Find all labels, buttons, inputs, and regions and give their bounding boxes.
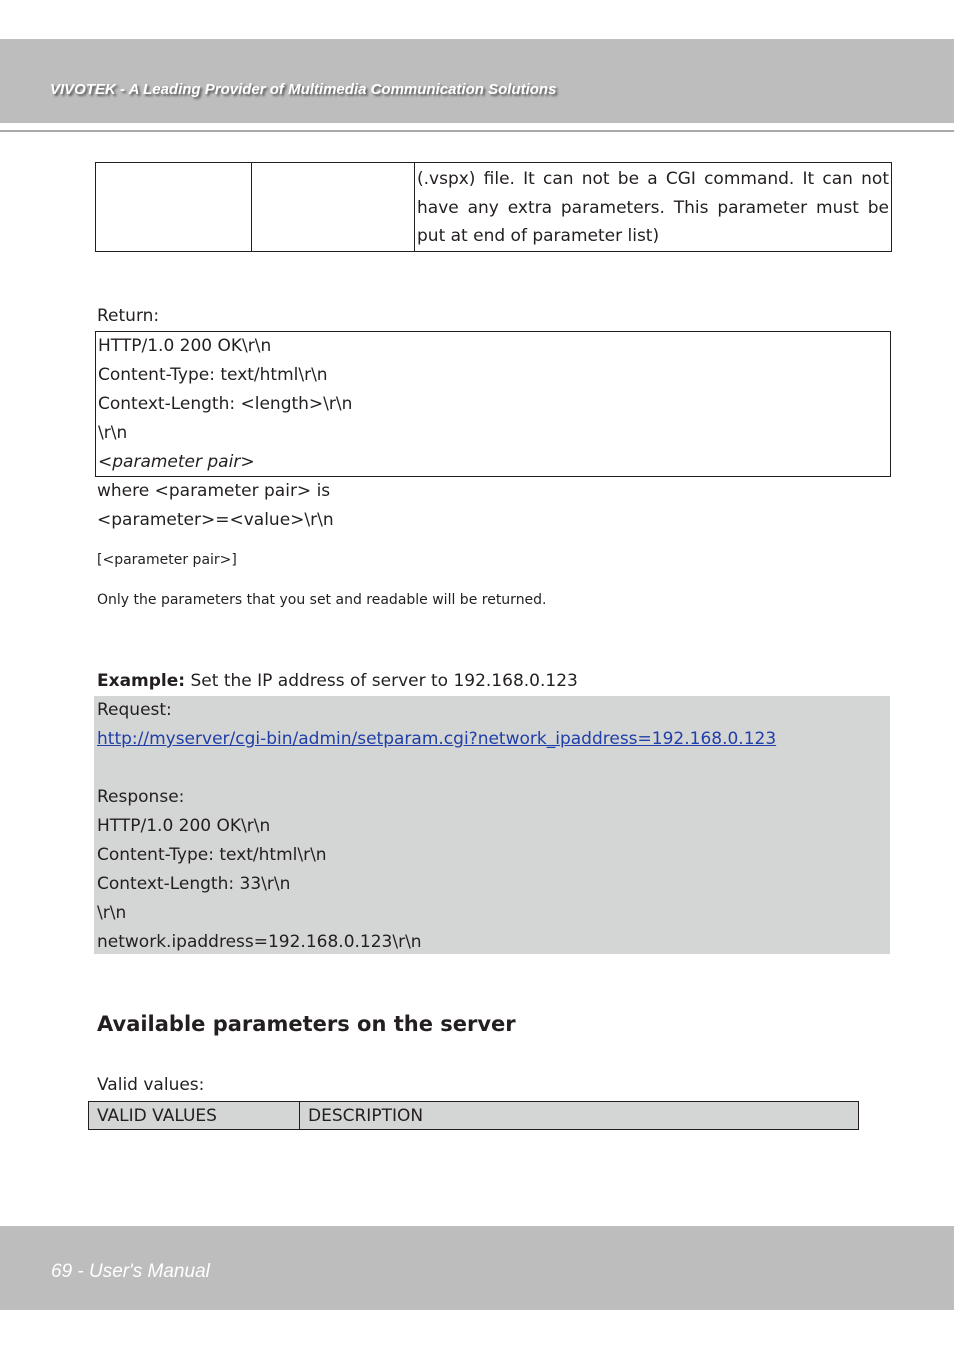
return-line: \r\n [98,423,128,443]
table-cell-type [252,163,415,252]
example-box [94,696,890,954]
example-label: Example: [97,671,186,691]
return-line-parameter-pair: <parameter pair> [98,452,255,472]
request-label: Request: [97,700,172,720]
example-text: Set the IP address of server to 192.168.0.123 [185,671,578,691]
example-heading [97,667,578,696]
parameter-table-fragment [95,162,892,252]
optional-pair-line: [<parameter pair>] [97,552,237,568]
response-line: network.ipaddress=192.168.0.123\r\n [97,932,422,952]
response-label: Response: [97,787,185,807]
request-url-link[interactable]: http://myserver/cgi-bin/admin/setparam.cgi?network_ipaddress=192.168.0.123 [97,729,777,749]
valid-values-label: Valid values: [97,1075,205,1095]
return-line: HTTP/1.0 200 OK\r\n [98,336,272,356]
header-title: VIVOTEK - A Leading Provider of Multimedia Communication Solutions [50,81,557,98]
where-line: where <parameter pair> is [97,481,331,501]
header-divider [0,130,954,132]
table-row [96,163,892,252]
section-heading: Available parameters on the server [97,1012,516,1036]
column-header-valid-values: VALID VALUES [89,1102,300,1130]
response-line: Context-Length: 33\r\n [97,874,291,894]
return-line: Context-Length: <length>\r\n [98,394,353,414]
response-line: \r\n [97,903,127,923]
response-line: HTTP/1.0 200 OK\r\n [97,816,271,836]
value-line: <parameter>=<value>\r\n [97,510,334,530]
return-note: Only the parameters that you set and readable will be returned. [97,592,547,608]
table-cell-parameter [96,163,252,252]
page-number: 69 - User's Manual [51,1261,210,1282]
table-header-row [89,1102,859,1130]
valid-values-table [88,1101,859,1130]
return-box [95,331,891,477]
column-header-description: DESCRIPTION [300,1102,859,1130]
table-cell-description: (.vspx) file. It can not be a CGI command. It can not have any extra parameters. This parameter must be put at end of parameter list) [415,163,892,252]
return-label: Return: [97,306,160,326]
return-line: Content-Type: text/html\r\n [98,365,328,385]
response-line: Content-Type: text/html\r\n [97,845,327,865]
